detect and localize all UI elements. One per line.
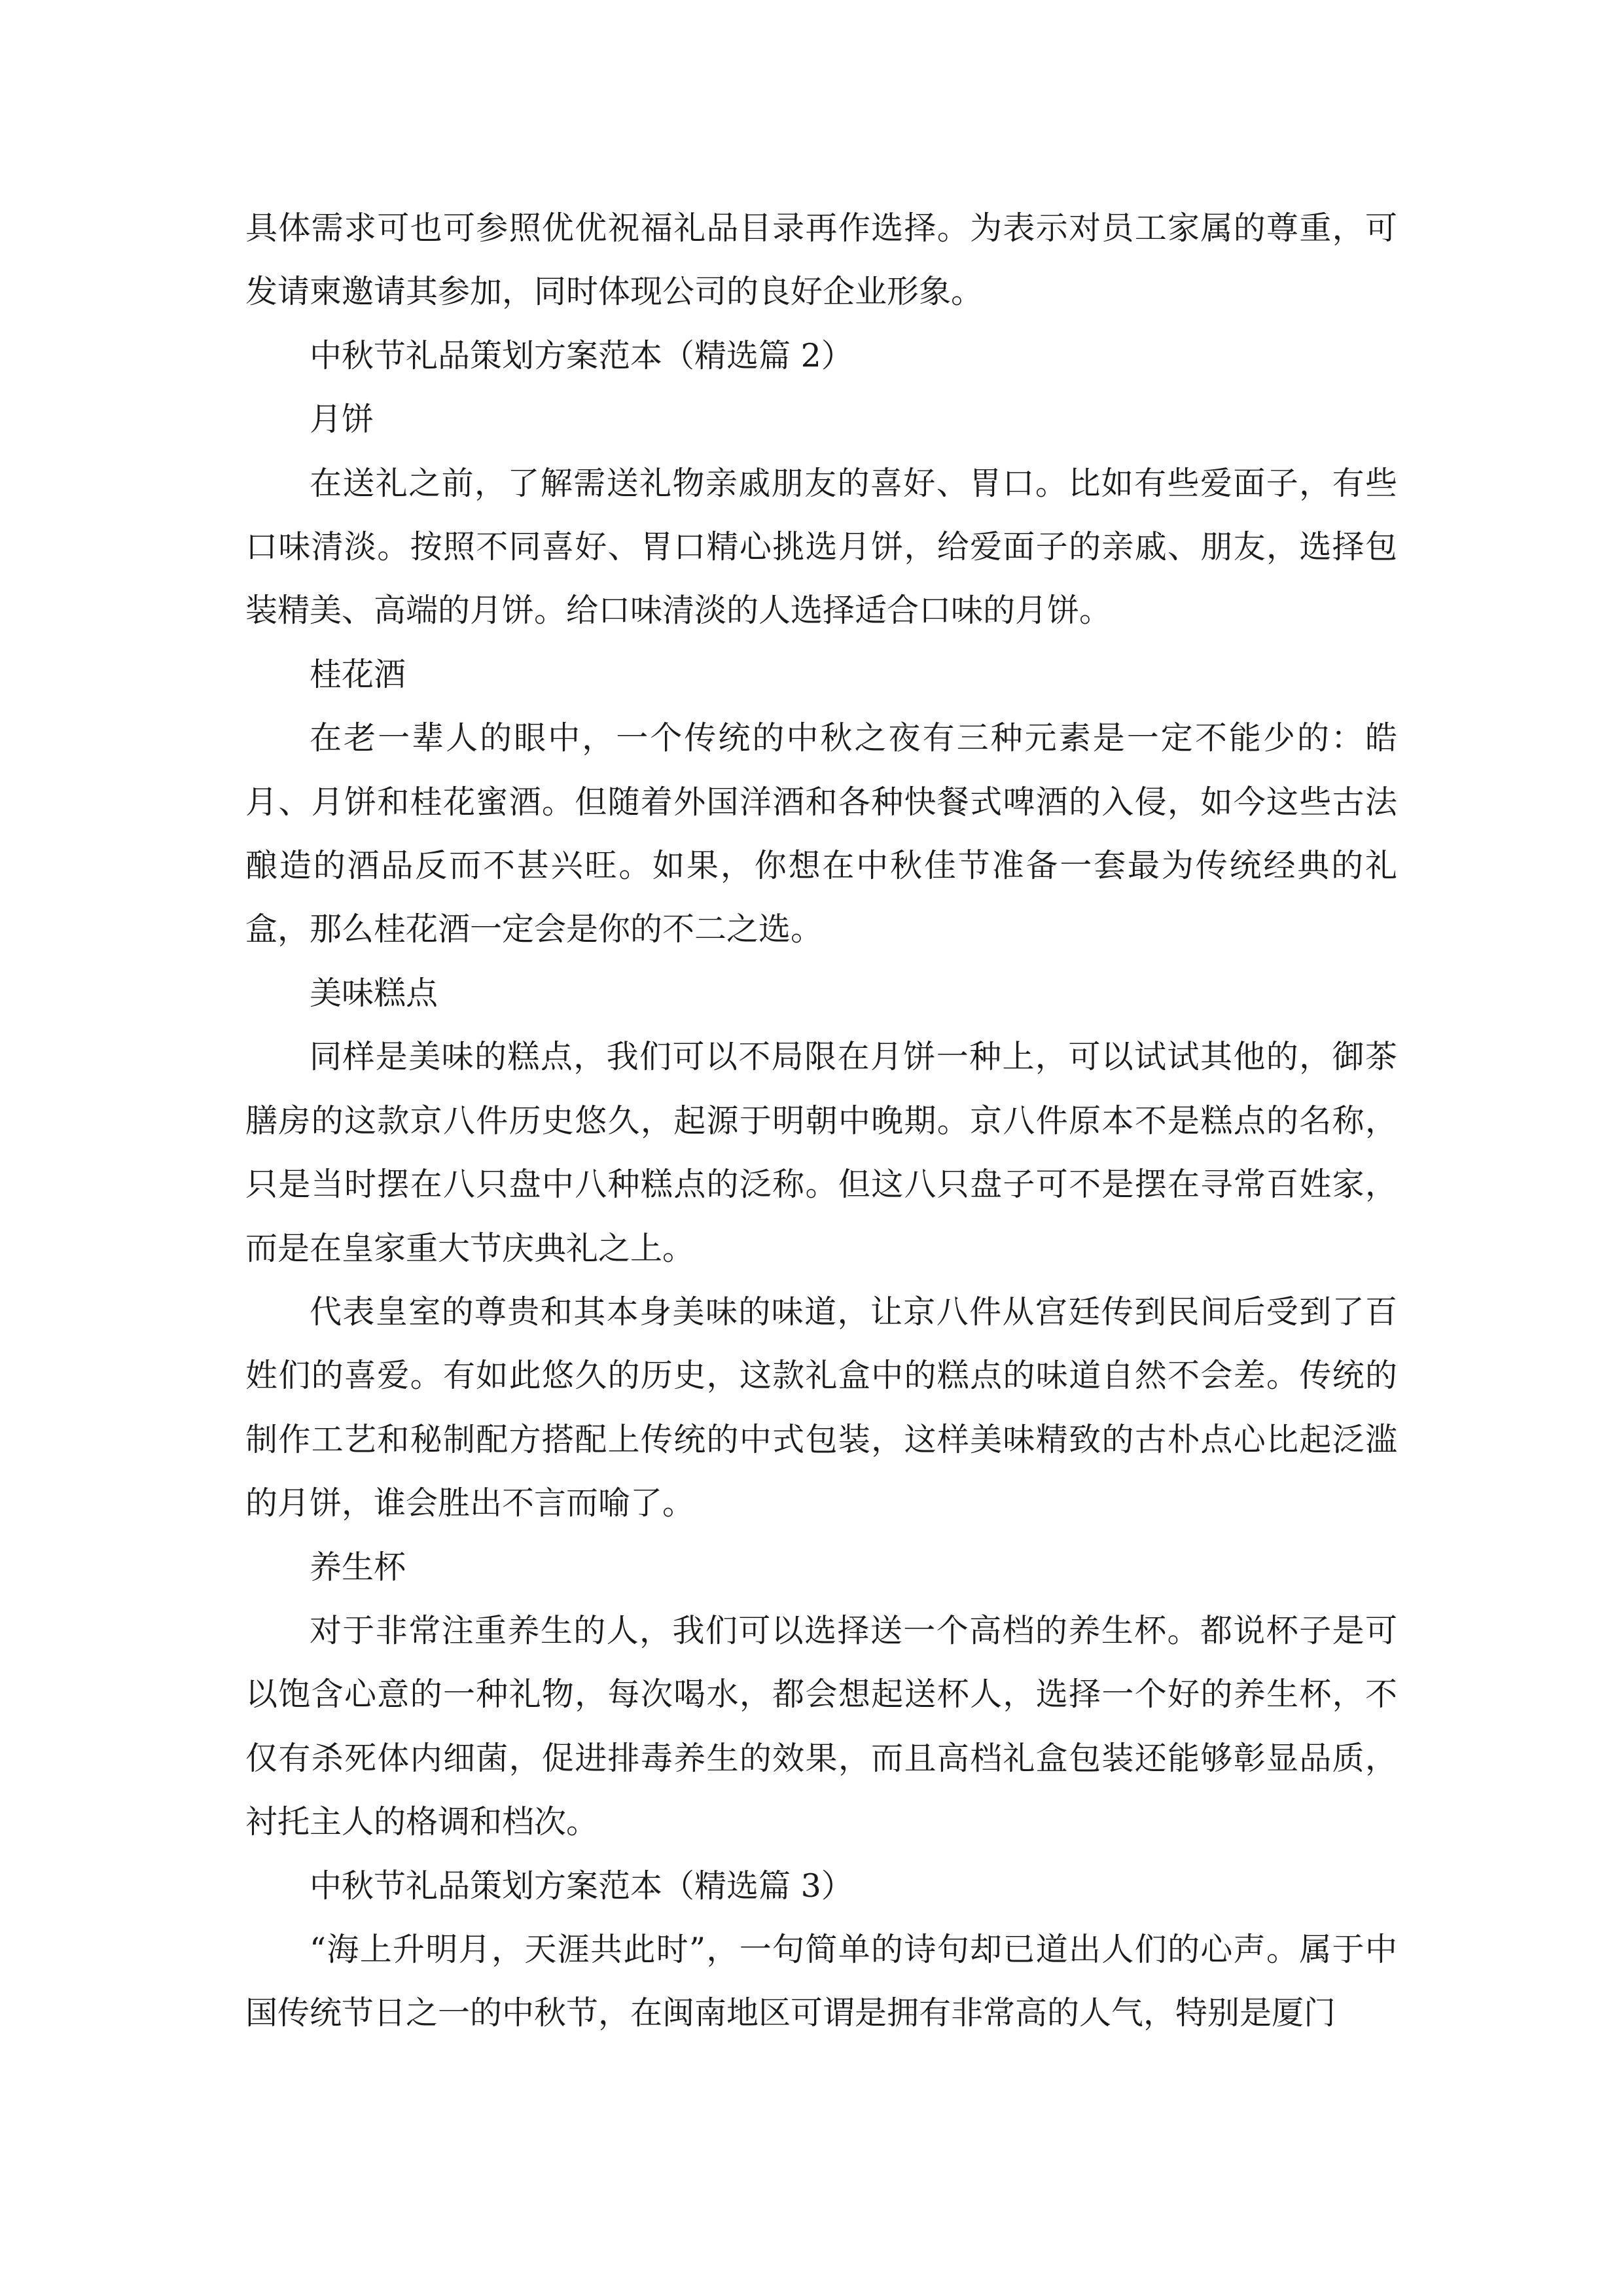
section-title-2: 中秋节礼品策划方案范本（精选篇 2）	[310, 336, 853, 374]
subheading-osmanthus-wine: 桂花酒	[310, 655, 406, 693]
paragraph-pastries-1: 同样是美味的糕点，我们可以不局限在月饼一种上，可以试试其他的，御茶膳房的这款京八件历史悠久，起源于明朝中晚期。京八件原本不是糕点的名称，只是当时摆在八只盘中八种糕点的泛称。但这八只盘子可不是摆在寻常百姓家，而是在皇家重大节庆典礼之上。	[245, 1038, 1397, 1267]
continued-paragraph: 具体需求可也可参照优优祝福礼品目录再作选择。为表示对员工家属的尊重，可发请柬邀请其参加，同时体现公司的良好企业形象。	[245, 209, 1397, 311]
section-title-3: 中秋节礼品策划方案范本（精选篇 3）	[310, 1867, 853, 1905]
subheading-health-cup: 养生杯	[310, 1548, 406, 1586]
subheading-pastries: 美味糕点	[310, 974, 438, 1012]
subheading-mooncake: 月饼	[310, 401, 374, 439]
paragraph-section-3-intro: “海上升明月，天涯共此时”，一句简单的诗句却已道出人们的心声。属于中国传统节日之一的中秋节，在闽南地区可谓是拥有非常高的人气，特别是厦门	[245, 1930, 1397, 2032]
document-body	[245, 196, 1397, 2045]
paragraph-health-cup: 对于非常注重养生的人，我们可以选择送一个高档的养生杯。都说杯子是可以饱含心意的一种礼物，每次喝水，都会想起送杯人，选择一个好的养生杯，不仅有杀死体内细菌，促进排毒养生的效果，而且高档礼盒包装还能够彰显品质，衬托主人的格调和档次。	[245, 1611, 1397, 1841]
paragraph-mooncake: 在送礼之前，了解需送礼物亲戚朋友的喜好、胃口。比如有些爱面子，有些口味清淡。按照不同喜好、胃口精心挑选月饼，给爱面子的亲戚、朋友，选择包装精美、高端的月饼。给口味清淡的人选择适合口味的月饼。	[245, 464, 1397, 630]
paragraph-osmanthus-wine: 在老一辈人的眼中，一个传统的中秋之夜有三种元素是一定不能少的：皓月、月饼和桂花蜜酒。但随着外国洋酒和各种快餐式啤酒的入侵，如今这些古法酿造的酒品反而不甚兴旺。如果，你想在中秋佳节准备一套最为传统经典的礼盒，那么桂花酒一定会是你的不二之选。	[245, 719, 1397, 948]
paragraph-pastries-2: 代表皇室的尊贵和其本身美味的味道，让京八件从宫廷传到民间后受到了百姓们的喜爱。有如此悠久的历史，这款礼盒中的糕点的味道自然不会差。传统的制作工艺和秘制配方搭配上传统的中式包装，这样美味精致的古朴点心比起泛滥的月饼，谁会胜出不言而喻了。	[245, 1293, 1397, 1522]
